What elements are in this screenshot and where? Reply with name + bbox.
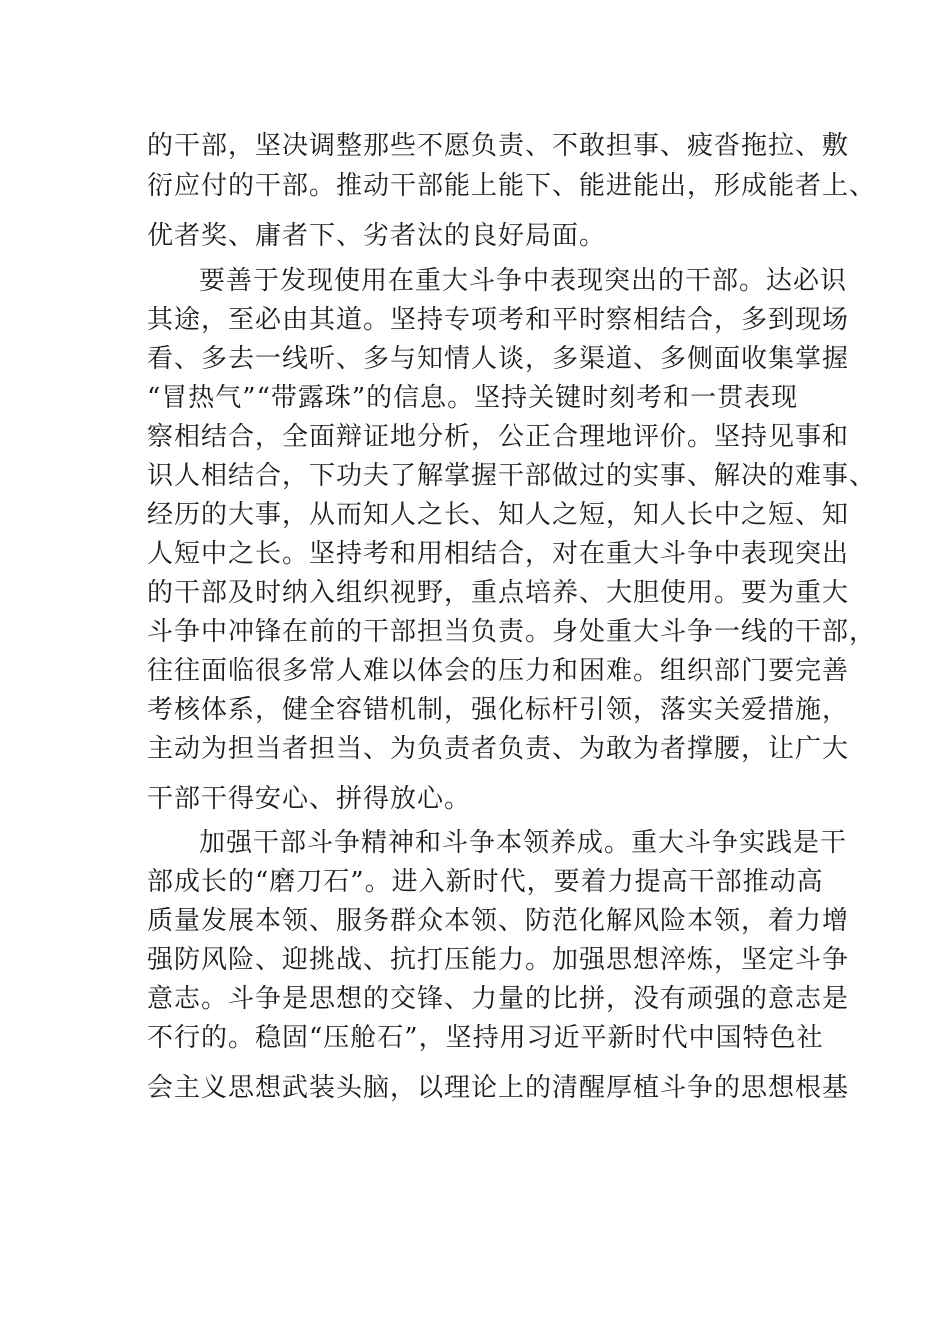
text-line-8: 察相结合，全面辩证地分析，公正合理地评价。坚持见事和 — [147, 422, 850, 452]
text-line-3: 优者奖、庸者下、劣者汰的良好局面。 — [147, 221, 607, 251]
text-line-11: 人短中之长。坚持考和用相结合，对在重大斗争中表现突出 — [147, 539, 850, 569]
text-line-24: 会主义思想武装头脑，以理论上的清醒厚植斗争的思想根基 — [147, 1073, 850, 1103]
text-line-16: 主动为担当者担当、为负责者负责、为敢为者撑腰，让广大 — [147, 734, 850, 764]
text-line-22: 意志。斗争是思想的交锋、力量的比拼，没有顽强的意志是 — [147, 984, 850, 1014]
text-line-21: 强防风险、迎挑战、抗打压能力。加强思想淬炼，坚定斗争 — [147, 945, 850, 975]
text-line-1: 的干部，坚决调整那些不愿负责、不敢担事、疲沓拖拉、敷 — [147, 131, 850, 161]
text-line-6: 看、多去一线听、多与知情人谈，多渠道、多侧面收集掌握 — [147, 344, 850, 374]
text-line-15: 考核体系，健全容错机制，强化标杆引领，落实关爱措施， — [147, 695, 850, 725]
paragraph-start-line: 要善于发现使用在重大斗争中表现突出的干部。达必识 — [199, 266, 848, 296]
text-line-14: 往往面临很多常人难以体会的压力和困难。组织部门要完善 — [147, 656, 850, 686]
text-line-12: 的干部及时纳入组织视野，重点培养、大胆使用。要为重大 — [147, 578, 850, 608]
text-line-10: 经历的大事，从而知人之长、知人之短，知人长中之短、知 — [147, 500, 850, 530]
text-line-13: 斗争中冲锋在前的干部担当负责。身处重大斗争一线的干部， — [147, 617, 877, 647]
text-line-7: “冒热气”“带露珠”的信息。坚持关键时刻考和一贯表现 — [147, 383, 799, 413]
text-line-17: 干部干得安心、拼得放心。 — [147, 784, 472, 814]
text-line-5: 其途，至必由其道。坚持专项考和平时察相结合，多到现场 — [147, 305, 850, 335]
text-line-9: 识人相结合，下功夫了解掌握干部做过的实事、解决的难事、 — [147, 461, 877, 491]
text-line-23: 不行的。稳固“压舱石”，坚持用习近平新时代中国特色社 — [147, 1023, 824, 1053]
paragraph-start-line: 加强干部斗争精神和斗争本领养成。重大斗争实践是干 — [199, 828, 848, 858]
text-line-19: 部成长的“磨刀石”。进入新时代，要着力提高干部推动高 — [147, 867, 824, 897]
text-line-20: 质量发展本领、服务群众本领、防范化解风险本领，着力增 — [147, 906, 850, 936]
text-line-2: 衍应付的干部。推动干部能上能下、能进能出，形成能者上、 — [147, 171, 877, 201]
